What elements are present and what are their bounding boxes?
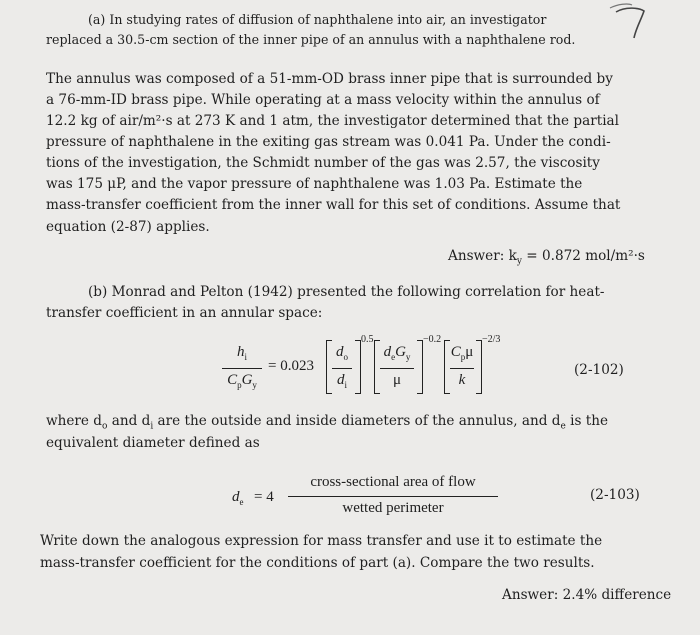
equation-2-102	[220, 334, 501, 404]
handwritten-seven-icon	[608, 2, 668, 42]
eq2-numerator: cross-sectional area of flow	[310, 474, 476, 490]
task-line: Write down the analogous expression for mass transfer and use it to estimate the	[40, 533, 603, 549]
part-a-heading-line2: replaced a 30.5-cm section of the inner pipe of an annulus with a naphthalene rod.	[46, 32, 576, 47]
equation-label-2-102: (2-102)	[574, 362, 624, 378]
term1-denominator: $d_i$	[336, 372, 347, 390]
part-b-answer: Answer: 2.4% difference	[502, 587, 672, 603]
coefficient: = 0.023	[268, 358, 314, 374]
right-bracket	[476, 340, 482, 394]
part-a-body-line: was 175 μP, and the vapor pressure of naphthalene was 1.03 Pa. Estimate the	[46, 176, 583, 192]
term2-exponent: −0.2	[423, 334, 442, 345]
term2-numerator: $d_eG_y$	[383, 344, 411, 362]
eq2-denominator: wetted perimeter	[342, 500, 444, 516]
fraction-bar	[288, 496, 498, 497]
part-a-body-line: pressure of naphthalene in the exiting gas stream was 0.041 Pa. Under the condi-	[46, 134, 611, 150]
part-a-body-line: 12.2 kg of air/m²·s at 273 K and 1 atm, the investigator determined that the partial	[46, 113, 619, 129]
term3-numerator: $C_p\mu$	[450, 344, 474, 362]
term3-exponent: −2/3	[482, 334, 501, 345]
part-a-body-line: tions of the investigation, the Schmidt number of the gas was 2.57, the viscosity	[46, 155, 600, 171]
fraction-bar	[222, 368, 262, 369]
fraction-bar	[380, 368, 414, 369]
where-line2: equivalent diameter defined as	[46, 435, 260, 451]
right-bracket	[417, 340, 423, 394]
part-a-body-line: mass-transfer coefficient from the inner wall for this set of conditions. Assume that	[46, 197, 621, 213]
equation-2-103	[232, 472, 512, 524]
part-a-body-line: equation (2-87) applies.	[46, 219, 210, 235]
lhs-numerator: $h_i$	[236, 344, 247, 362]
part-a-body-line: a 76-mm-ID brass pipe. While operating at a mass velocity within the annulus of	[46, 92, 600, 108]
term1-exponent: 0.5	[361, 334, 374, 345]
fraction-bar	[450, 368, 474, 369]
part-a-heading: (a) In studying rates of diffusion of naphthalene into air, an investigator	[88, 12, 547, 27]
task-line2: mass-transfer coefficient for the conditions of part (a). Compare the two results.	[40, 555, 595, 571]
part-a-body-line: The annulus was composed of a 51-mm-OD brass inner pipe that is surrounded by	[46, 71, 613, 87]
part-b-intro: (b) Monrad and Pelton (1942) presented the following correlation for heat-	[88, 284, 605, 300]
part-b-intro-line2: transfer coefficient in an annular space:	[46, 305, 323, 321]
eq2-coefficient: = 4	[254, 489, 274, 505]
term3-denominator: k	[458, 372, 466, 388]
equation-label-2-103: (2-103)	[590, 487, 640, 503]
term1-numerator: $d_o$	[336, 344, 348, 362]
part-a-answer: Answer: $k_y = 0.872$ mol/m²·s	[448, 248, 645, 267]
lhs-denominator: $C_pG_y$	[227, 372, 257, 390]
term2-denominator: μ	[392, 372, 402, 388]
fraction-bar	[332, 368, 352, 369]
right-bracket	[355, 340, 361, 394]
eq2-lhs: $d_e$	[232, 489, 244, 507]
where-line: where $d_o$ and $d_i$ are the outside and inside diameters of the annulus, and $d_e$ is the	[46, 413, 609, 432]
